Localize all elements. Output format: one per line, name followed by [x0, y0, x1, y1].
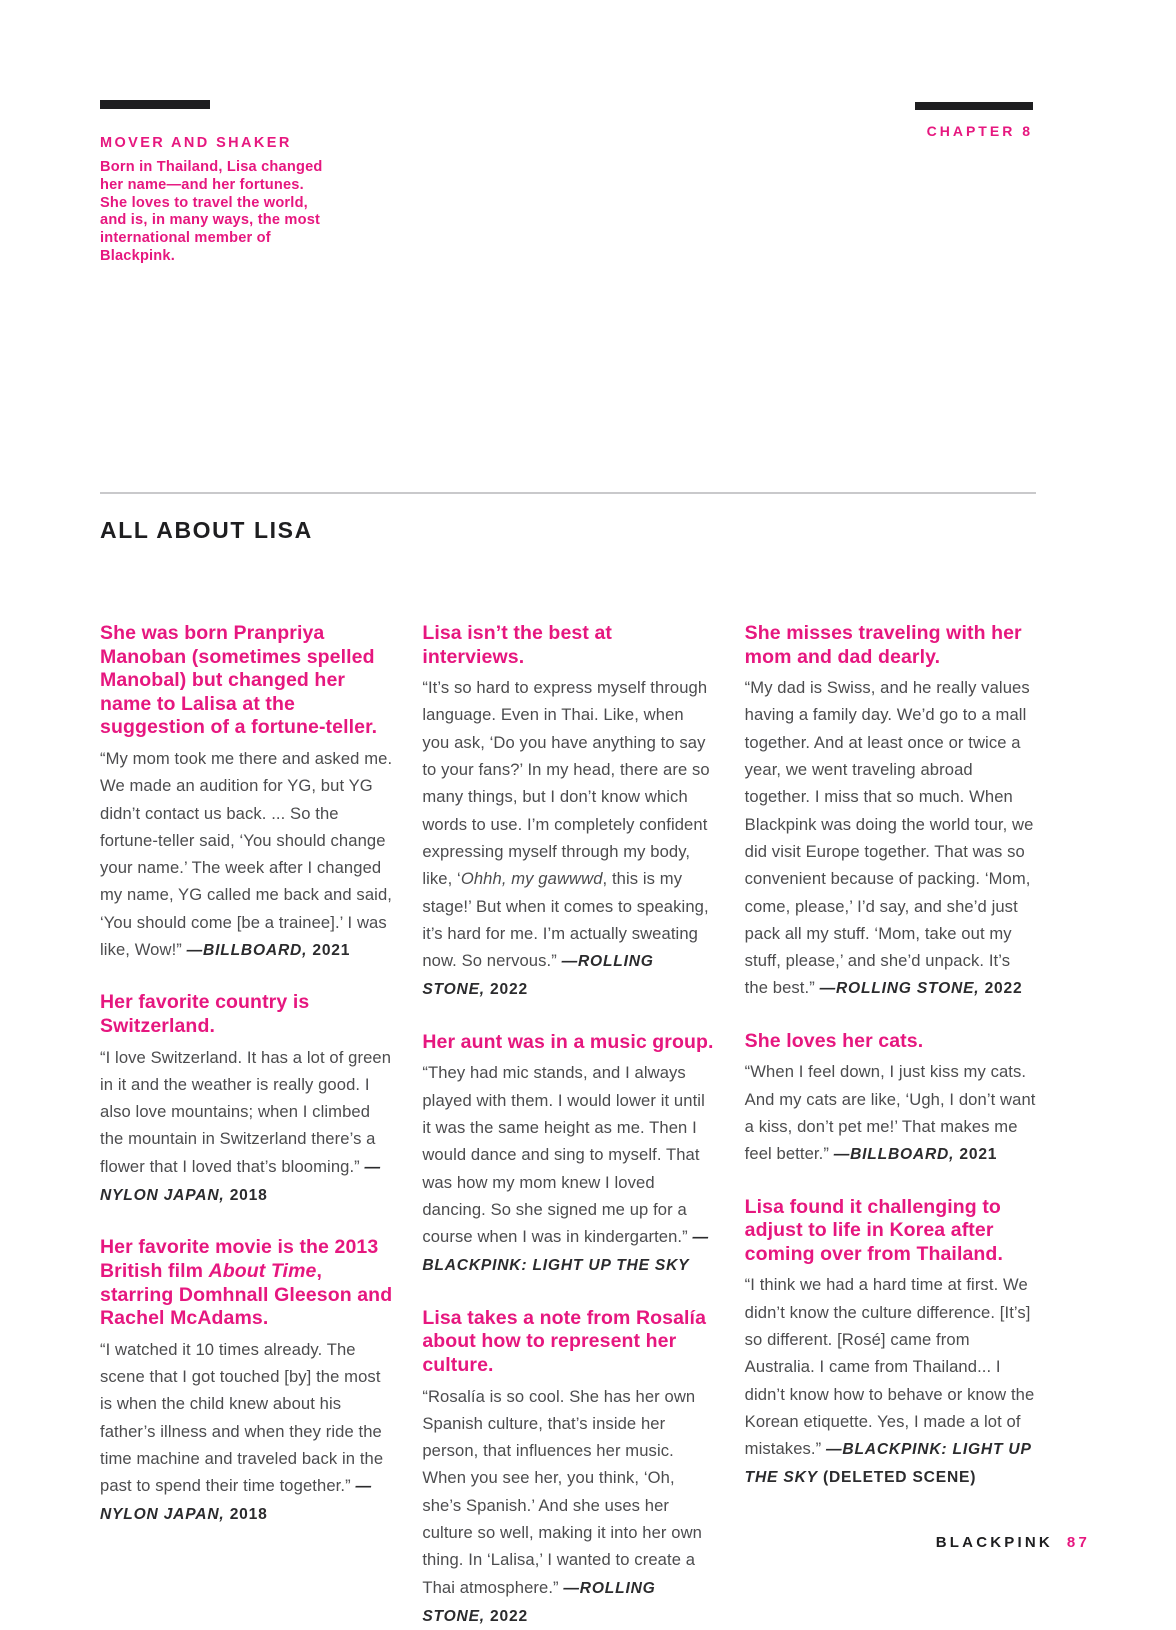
attribution-year: 2022: [985, 980, 1023, 997]
column-1: [100, 622, 392, 1630]
article-quote: [422, 1059, 714, 1279]
chapter-rule-bar: [915, 102, 1033, 110]
attribution-source: —ROLLING STONE,: [820, 980, 980, 997]
kicker-title: MOVER AND SHAKER: [100, 135, 332, 151]
attribution-year: 2022: [490, 1608, 528, 1625]
article-loves-cats: [745, 1030, 1037, 1169]
kicker-rule-bar: [100, 100, 210, 109]
quote-text: , this is my stage!’ But when it comes to speaking, it’s hard for me. I’m actually sweating now. So nervous.”: [422, 869, 708, 970]
article-interviews: [422, 622, 714, 1004]
article-heading: She loves her cats.: [745, 1030, 1037, 1054]
page-footer: [936, 1534, 1090, 1551]
article-quote: [422, 674, 714, 1004]
article-heading: Lisa takes a note from Rosalía about how to represent her culture.: [422, 1307, 714, 1378]
article-rosalia-culture: [422, 1307, 714, 1630]
heading-italic-text: About Time: [209, 1260, 317, 1282]
quote-text: “It’s so hard to express myself through language. Even in Thai. Like, when you ask, ‘Do you have anything to say to your fans?’ In my head, there are so many things, but I don’t know which words to use. I’m completely confident expressing myself through my body, like, ‘: [422, 678, 709, 888]
article-heading: Her favorite country is Switzerland.: [100, 991, 392, 1038]
article-heading: [100, 1236, 392, 1330]
quote-text: “When I feel down, I just kiss my cats. And my cats are like, ‘Ugh, I don’t want a kiss, don’t pet me!’ That makes me feel better.”: [745, 1062, 1036, 1163]
section-divider-rule: [100, 492, 1036, 494]
attribution-source: —BLACKPINK: LIGHT UP THE SKY: [422, 1229, 709, 1274]
article-quote: [100, 745, 392, 964]
attribution-year: 2018: [230, 1187, 268, 1204]
heading-text: , starring Domhnall Gleeson and Rachel McAdams.: [100, 1260, 392, 1329]
quote-text: “I love Switzerland. It has a lot of green in it and the weather is really good. I also love mountains; when I climbed the mountain in Switzerland there’s a flower that I loved that’s blooming.”: [100, 1048, 391, 1176]
article-aunt-music-group: [422, 1031, 714, 1280]
quote-text: “My mom took me there and asked me. We made an audition for YG, but YG didn’t contact us back. ... So the fortune-teller said, ‘You should change your name.’ The week after I changed my name, YG called me back and said, ‘You should come [be a trainee].’ I was like, Wow!”: [100, 749, 392, 959]
article-favorite-movie: [100, 1236, 392, 1528]
quote-text: “They had mic stands, and I always played with them. I would lower it until it was the same height as me. Then I would dance and sing to myself. That was how my mom knew I loved dancing. So she signed me up for a course when I was in kindergarten.”: [422, 1063, 705, 1246]
article-favorite-country: [100, 991, 392, 1209]
kicker-block: [100, 100, 332, 266]
attribution-year: 2021: [312, 942, 350, 959]
article-quote: [100, 1336, 392, 1529]
chapter-label: CHAPTER 8: [915, 123, 1033, 139]
quote-text: “Rosalía is so cool. She has her own Spanish culture, that’s inside her person, that influences her music. When you see her, you think, ‘Oh, she’s Spanish.’ And she uses her culture so well, making it into her own thing. In ‘Lalisa,’ I wanted to create a Thai atmosphere.”: [422, 1387, 702, 1597]
attribution-year: 2021: [959, 1146, 997, 1163]
article-adjusting-to-korea: [745, 1196, 1037, 1492]
attribution-source: —BLACKPINK: LIGHT UP THE SKY: [745, 1441, 1031, 1486]
article-quote: [100, 1044, 392, 1210]
attribution-source: —NYLON JAPAN,: [100, 1159, 381, 1204]
quote-italic-text: Ohhh, my gawwwd: [461, 869, 603, 888]
attribution: [820, 980, 1023, 997]
attribution: [187, 942, 351, 959]
attribution-year: 2018: [230, 1506, 268, 1523]
article-heading: She was born Pranpriya Manoban (sometimes spelled Manobal) but changed her name to Lalisa at the suggestion of a fortune-teller.: [100, 622, 392, 740]
article-quote: [745, 1271, 1037, 1491]
attribution-source: —ROLLING STONE,: [422, 953, 653, 998]
article-quote: [745, 674, 1037, 1003]
attribution-source: —NYLON JAPAN,: [100, 1478, 372, 1523]
article-quote: [422, 1383, 714, 1630]
article-heading: Lisa isn’t the best at interviews.: [422, 622, 714, 669]
article-heading: Her aunt was in a music group.: [422, 1031, 714, 1055]
heading-text: Her favorite movie is the 2013 British film: [100, 1236, 378, 1282]
article-columns: [100, 622, 1037, 1630]
attribution-source: —ROLLING STONE,: [422, 1580, 655, 1625]
footer-book-title: BLACKPINK: [936, 1534, 1053, 1551]
attribution: [834, 1146, 998, 1163]
article-heading: She misses traveling with her mom and dad dearly.: [745, 622, 1037, 669]
article-heading: Lisa found it challenging to adjust to life in Korea after coming over from Thailand.: [745, 1196, 1037, 1267]
footer-page-number: 87: [1067, 1534, 1090, 1551]
attribution-suffix: (DELETED SCENE): [823, 1469, 976, 1486]
quote-text: “I watched it 10 times already. The scene that I got touched [by] the most is when the child knew about his father’s illness and when they ride the time machine and traveled back in the past to spend their time together.”: [100, 1340, 383, 1495]
article-traveling-with-parents: [745, 622, 1037, 1003]
attribution-source: —BILLBOARD,: [834, 1146, 955, 1163]
column-2: [422, 622, 714, 1630]
chapter-block: [915, 102, 1033, 139]
quote-text: “My dad is Swiss, and he really values having a family day. We’d go to a mall together. And at least once or twice a year, we went traveling abroad together. I miss that so much. When Blackpink was doing the world tour, we did visit Europe together. That was so convenient because of packing. ‘Mom, come, please,’ I’d say, and she’d just pack all my stuff. ‘Mom, take out my stuff, please,’ and she’d unpack. It’s the best.”: [745, 678, 1034, 997]
quote-text: “I think we had a hard time at first. We didn’t know the culture difference. [It’s] so different. [Rosé] came from Australia. I came from Thailand... I didn’t know how to behave or know the Korean etiquette. Yes, I made a lot of mistakes.”: [745, 1275, 1035, 1458]
article-birth-name: [100, 622, 392, 964]
attribution-source: —BILLBOARD,: [187, 942, 308, 959]
kicker-body: Born in Thailand, Lisa changed her name—and her fortunes. She loves to travel the world, and is, in many ways, the most international member of Blackpink.: [100, 159, 332, 266]
column-3: [745, 622, 1037, 1630]
attribution-year: 2022: [490, 981, 528, 998]
page-title: ALL ABOUT LISA: [100, 517, 313, 544]
article-quote: [745, 1058, 1037, 1168]
